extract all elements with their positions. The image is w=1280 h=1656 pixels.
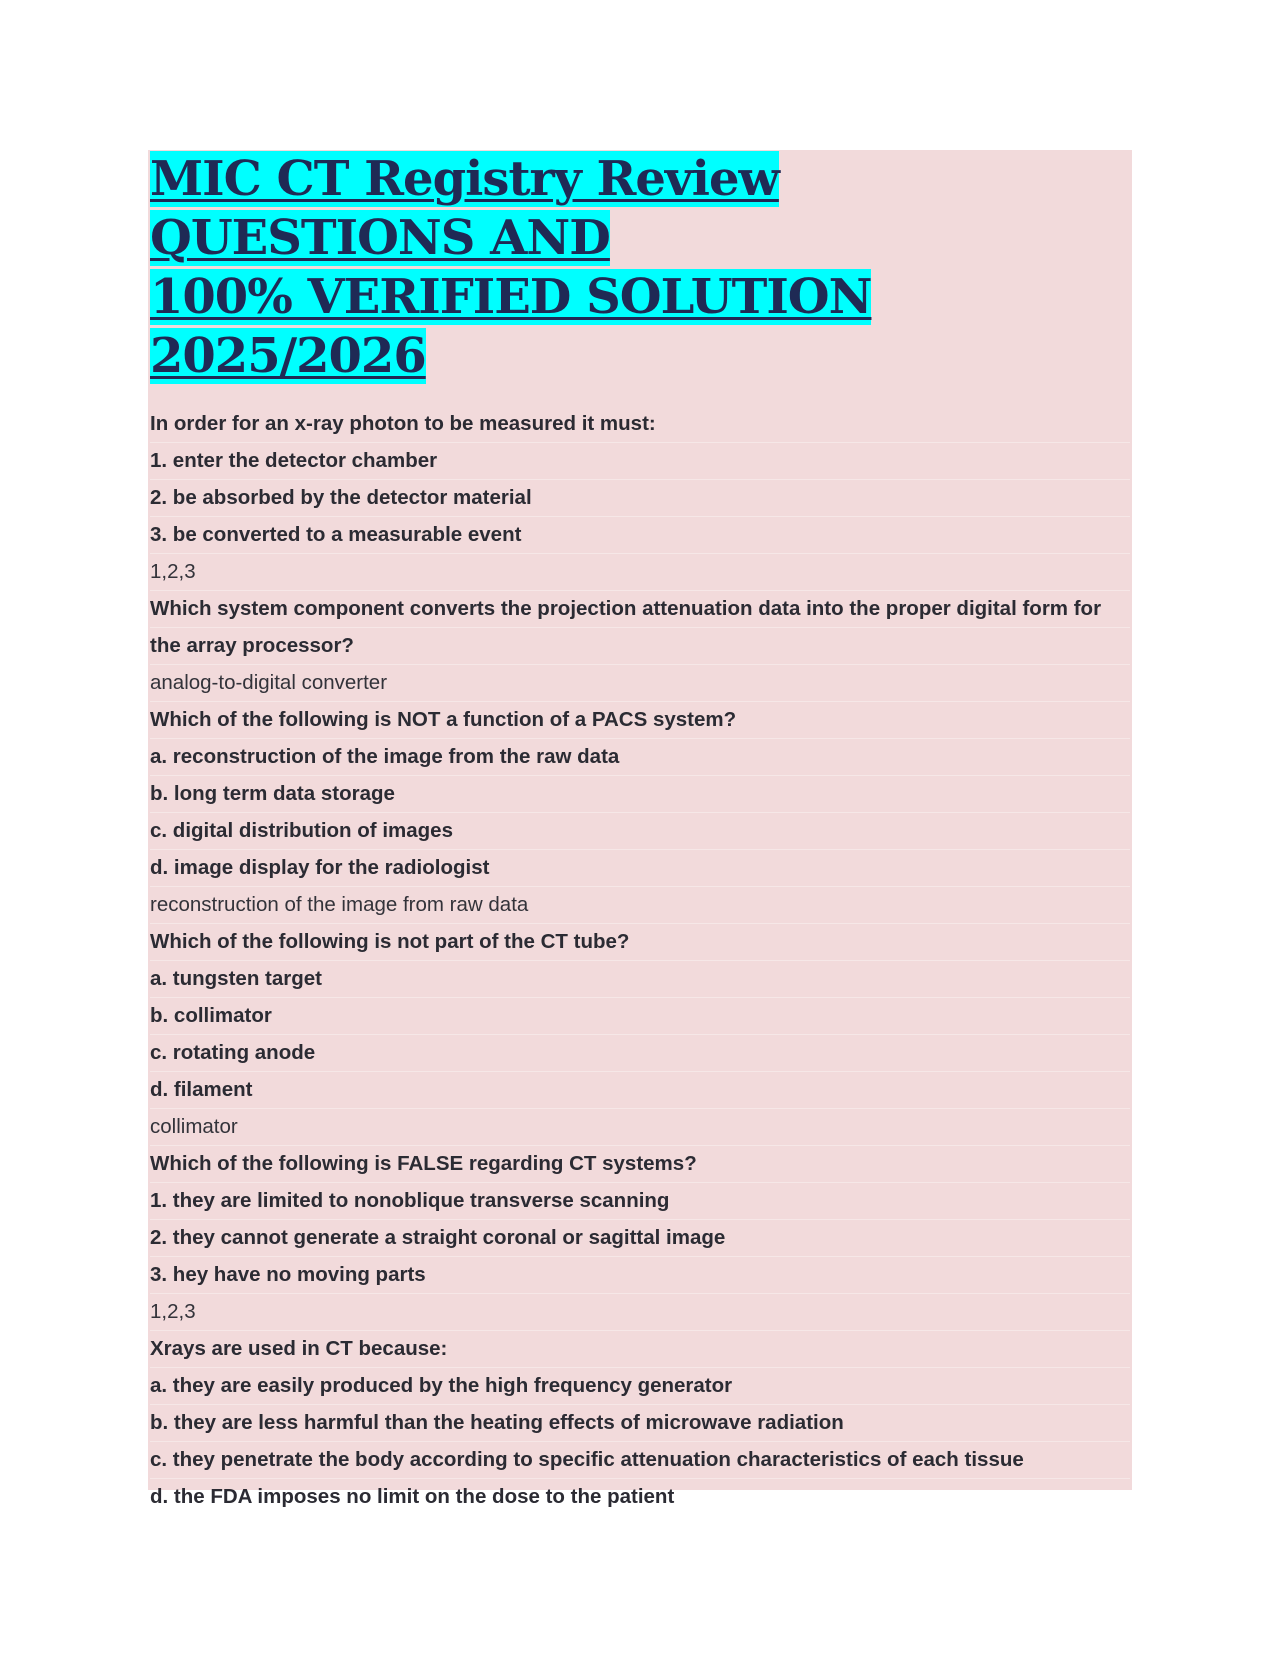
answer-text: collimator xyxy=(150,1109,1130,1146)
question-option: b. they are less harmful than the heating effects of microwave radiation xyxy=(150,1405,1130,1442)
question-answer-list xyxy=(150,406,1130,1516)
title-line-2: 100% VERIFIED SOLUTION 2025/2026 xyxy=(150,269,872,384)
question-text: In order for an x-ray photon to be measured it must: xyxy=(150,406,1130,443)
question-text: Which of the following is not part of the CT tube? xyxy=(150,924,1130,961)
question-text: the array processor? xyxy=(150,628,1130,665)
question-option: 2. be absorbed by the detector material xyxy=(150,480,1130,517)
question-option: c. rotating anode xyxy=(150,1035,1130,1072)
question-option: a. tungsten target xyxy=(150,961,1130,998)
question-text: Which of the following is FALSE regarding CT systems? xyxy=(150,1146,1130,1183)
answer-text: reconstruction of the image from raw data xyxy=(150,887,1130,924)
title-line-1: MIC CT Registry Review QUESTIONS AND xyxy=(150,151,779,266)
question-option: 2. they cannot generate a straight coronal or sagittal image xyxy=(150,1220,1130,1257)
question-option: d. the FDA imposes no limit on the dose to the patient xyxy=(150,1479,1130,1516)
question-option: b. long term data storage xyxy=(150,776,1130,813)
question-text: Xrays are used in CT because: xyxy=(150,1331,1130,1368)
question-option: 3. hey have no moving parts xyxy=(150,1257,1130,1294)
question-option: 1. enter the detector chamber xyxy=(150,443,1130,480)
question-option: 3. be converted to a measurable event xyxy=(150,517,1130,554)
question-option: a. reconstruction of the image from the raw data xyxy=(150,739,1130,776)
question-option: 1. they are limited to nonoblique transverse scanning xyxy=(150,1183,1130,1220)
question-option: c. they penetrate the body according to specific attenuation characteristics of each tissue xyxy=(150,1442,1130,1479)
question-option: c. digital distribution of images xyxy=(150,813,1130,850)
answer-text: analog-to-digital converter xyxy=(150,665,1130,702)
question-text: Which of the following is NOT a function of a PACS system? xyxy=(150,702,1130,739)
question-option: a. they are easily produced by the high frequency generator xyxy=(150,1368,1130,1405)
question-option: d. image display for the radiologist xyxy=(150,850,1130,887)
question-option: d. filament xyxy=(150,1072,1130,1109)
answer-text: 1,2,3 xyxy=(150,554,1130,591)
question-text: Which system component converts the projection attenuation data into the proper digital form for xyxy=(150,591,1130,628)
question-option: b. collimator xyxy=(150,998,1130,1035)
document-title xyxy=(150,150,1090,386)
answer-text: 1,2,3 xyxy=(150,1294,1130,1331)
